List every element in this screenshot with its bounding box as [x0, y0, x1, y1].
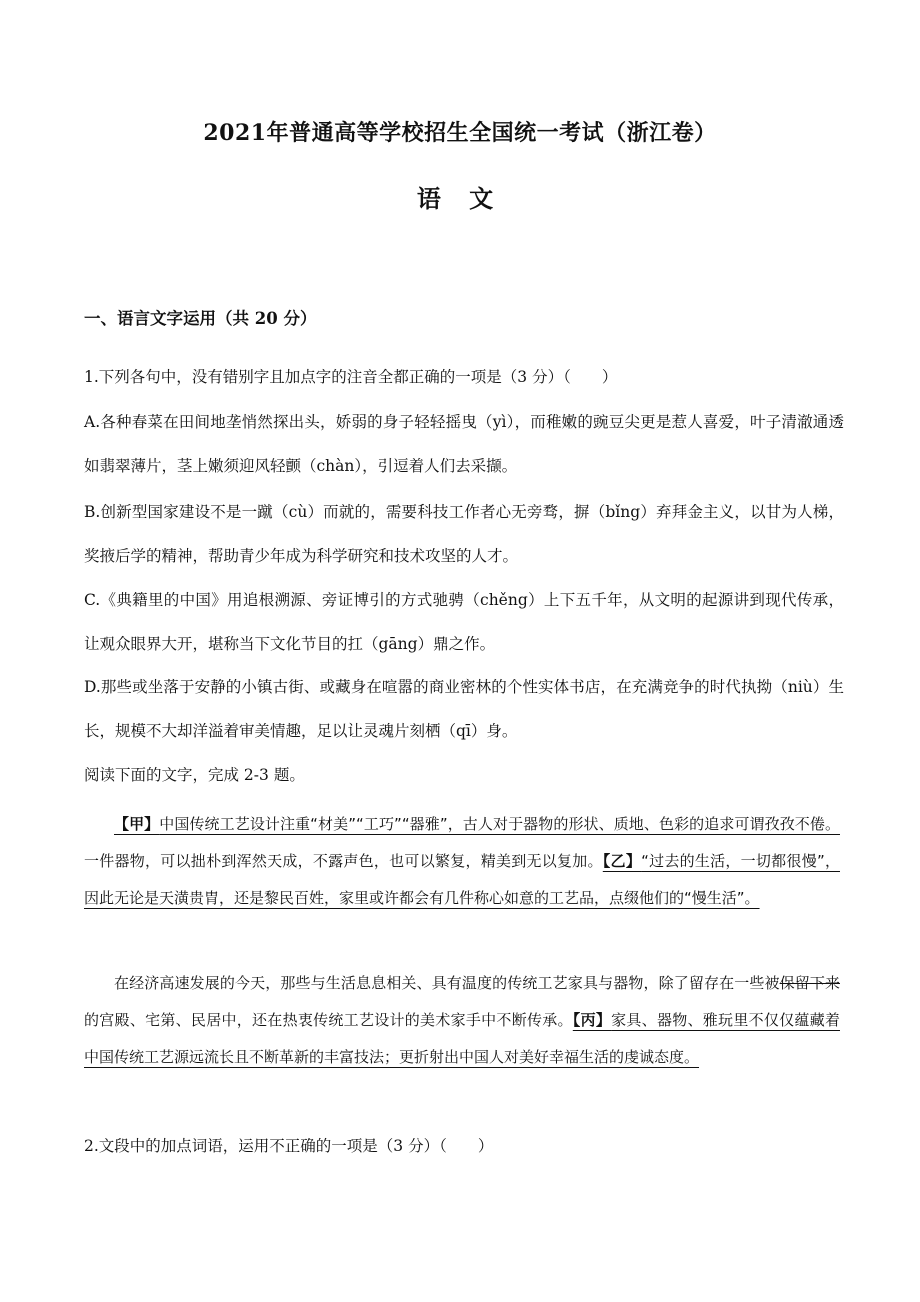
passage-jia-text: 中国传统工艺设计注重“材美”“工巧”“器雅”，古人对于器物的形状、质地、色彩的追求可谓孜孜不倦。: [159, 815, 840, 833]
reading-instruction: 阅读下面的文字，完成 2-3 题。: [84, 766, 305, 784]
passage-p2-start: 在经济高速发展的今天，那些与生活息息相关、具有温度的传统工艺家具与器物，除了留存在一些被: [114, 974, 780, 992]
option-b: B.创新型国家建设不是一蹴（cù）而就的，需要科技工作者心无旁骛，摒（bǐng）弃拜金主义，以甘为人梯，奖掖后学的精神，帮助青少年成为科学研究和技术攻坚的人才。: [84, 503, 844, 565]
section-heading: 一、语言文字运用（共 20 分）: [84, 309, 317, 328]
option-d: D.那些或坐落于安静的小镇古街、或藏身在喧嚣的商业密林的个性实体书店，在充满竞争的时代执拗（niù）生长，规模不大却洋溢着审美情趣，足以让灵魂片刻栖（qī）身。: [84, 678, 844, 740]
option-c: C.《典籍里的中国》用追根溯源、旁证博引的方式驰骋（chěng）上下五千年，从文明的起源讲到现代传承，让观众眼界大开，堪称当下文化节目的扛（gāng）鼎之作。: [84, 591, 844, 653]
passage-bing-text: 家具、器物、雅玩里不仅仅蕴藏着中国传统工艺源远流长且不断革新的丰富技法；更折射出中国人对美好幸福生活的虔诚态度。: [84, 1011, 840, 1066]
tag-bing: 【丙】: [572, 1011, 612, 1029]
passage-struck-words: 保留下来: [779, 974, 840, 992]
question-1-stem: 1.下列各句中，没有错别字且加点字的注音全都正确的一项是（3 分）（ ）: [84, 368, 618, 386]
option-a: A.各种春菜在田间地垄悄然探出头，娇弱的身子轻轻摇曳（yì），而稚嫩的豌豆尖更是惹人喜爱，叶子清澈通透如翡翠薄片，茎上嫩须迎风轻颤（chàn），引逗着人们去采撷。: [84, 413, 844, 475]
passage-p2-middle: 的宫殿、宅第、民居中，还在热衷传统工艺设计的美术家手中不断传承。: [84, 1011, 573, 1029]
passage-middle-sentence: 一件器物，可以拙朴到浑然天成，不露声色，也可以繁复，精美到无以复加。: [84, 852, 603, 870]
tag-jia: 【甲】: [114, 815, 160, 833]
passage-paragraph-2: [84, 965, 840, 1076]
subject-title: 语 文: [416, 184, 504, 213]
exam-title: 2021年普通高等学校招生全国统一考试（浙江卷）: [203, 120, 717, 146]
tag-yi: 【乙】: [602, 852, 642, 870]
question-2-stem: 2.文段中的加点词语，运用不正确的一项是（3 分）（ ）: [84, 1137, 494, 1155]
passage-jia-segment: [114, 815, 840, 833]
passage-paragraph-1: [84, 806, 840, 917]
passage-yi-text: “过去的生活，一切都很慢”，因此无论是天潢贵胄，还是黎民百姓，家里或许都会有几件称心如意的工艺品，点缀他们的“慢生活”。: [84, 852, 840, 907]
